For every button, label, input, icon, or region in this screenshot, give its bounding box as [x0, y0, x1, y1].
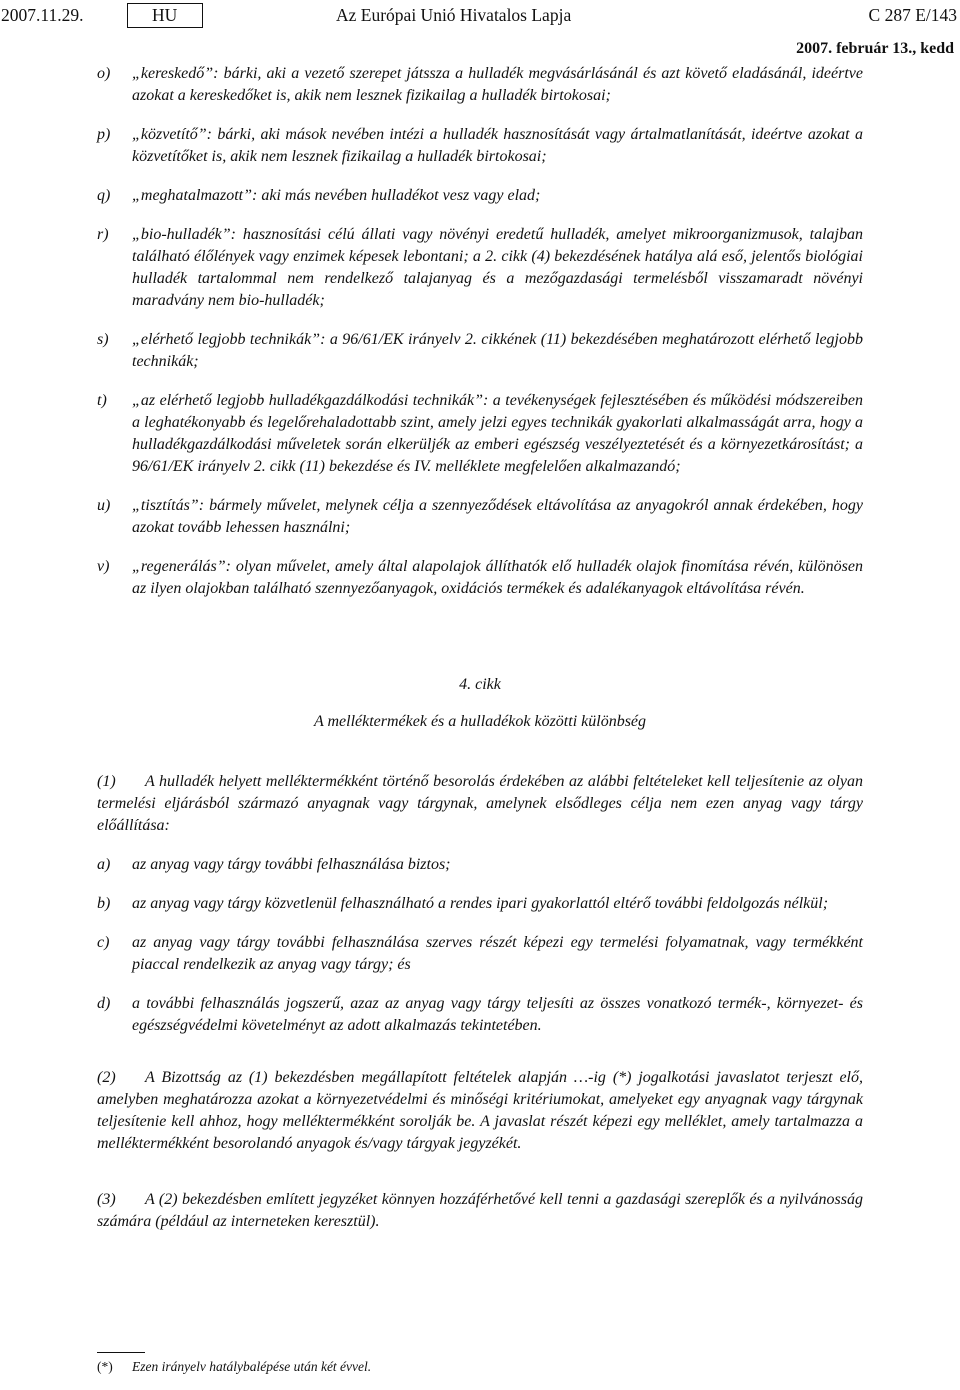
item-label: q): [97, 187, 111, 204]
item-label: c): [97, 934, 110, 951]
item-text: az anyag vagy tárgy közvetlenül felhasználható a rendes ipari gyakorlattól eltérő további feldolgozás nélkül;: [132, 895, 829, 912]
item-label: t): [97, 392, 107, 409]
paragraph-text: A (2) bekezdésben említett jegyzéket könnyen hozzáférhetővé kell tenni a gazdasági szereplők és a nyilvánosság számára (például az interneteken keresztül).: [97, 1191, 863, 1230]
publication-date: 2007.11.29.: [1, 5, 84, 25]
paragraph-number: (1): [97, 773, 116, 790]
definition-item: [97, 329, 863, 373]
condition-item: [97, 993, 863, 1037]
article-number: 4. cikk: [459, 676, 501, 693]
item-label: s): [97, 331, 109, 348]
language-code-box: HU: [127, 3, 203, 28]
item-label: r): [97, 226, 109, 243]
item-text: „elérhető legjobb technikák”: a 96/61/EK irányelv 2. cikkének (11) bekezdésében meghatározott elérhető legjobb technikák;: [132, 331, 863, 370]
paragraph-number: (3): [97, 1191, 116, 1208]
item-label: a): [97, 856, 111, 873]
item-text: az anyag vagy tárgy további felhasználása szerves részét képezi egy termelési folyamatnak, vagy termékként piaccal rendelkezik az anyag vagy tárgy; és: [132, 934, 863, 973]
item-text: „meghatalmazott”: aki más nevében hulladékot vesz vagy elad;: [132, 187, 541, 204]
item-text: „bio-hulladék”: hasznosítási célú állati vagy növényi eredetű hulladék, amelyet mikroorganizmusok, talajban található élőlények vagy enzimek képesek lebontani; a 2. cikk (4) bekezdésének hatálya alá eső, jelentős biológiai hulladék tartalommal nem rendelkező talajanyag és a mezőgazdasági termelésből visszamaradt növényi maradvány nem bio-hulladék;: [132, 226, 863, 309]
definition-item: [97, 185, 863, 207]
footnote-marker: (*): [97, 1359, 113, 1374]
item-label: v): [97, 558, 110, 575]
page-reference: C 287 E/143: [868, 5, 957, 25]
section-spacer: [97, 617, 863, 674]
definition-item: [97, 495, 863, 539]
paragraph-3: [97, 1189, 863, 1233]
paragraph-number: (2): [97, 1069, 116, 1086]
article-title: A melléktermékek és a hulladékok közötti különbség: [313, 713, 647, 730]
item-text: „tisztítás”: bármely művelet, melynek célja a szennyeződések eltávolítása az anyagokról annak érdekében, hogy azokat tovább lehessen használni;: [132, 497, 863, 536]
paragraph-1: [97, 771, 863, 837]
item-text: „kereskedő”: bárki, aki a vezető szerepet játssza a hulladék megvásárlásánál és azt követő eladásánál, ideértve azokat a kereskedőket is, akik nem lesznek fizikailag a hulladék birtokosai;: [132, 65, 863, 104]
definition-item: [97, 124, 863, 168]
condition-item: [97, 893, 863, 915]
paragraph-text: A hulladék helyett melléktermékként történő besorolás érdekében az alábbi feltételeket kell teljesítenie az olyan termelési eljárásból származó anyagnak vagy tárgynak, amelynek elsődleges célja nem ezen anyag vagy tárgy előállítása:: [97, 773, 863, 834]
definition-item: [97, 224, 863, 312]
session-date: 2007. február 13., kedd: [796, 40, 954, 57]
footnote-text: Ezen irányelv hatálybalépése után két évvel.: [132, 1359, 372, 1374]
item-text: „regenerálás”: olyan művelet, amely által alapolajok állíthatók elő hulladék olajok finomítása révén, különösen az ilyen olajokban található szennyezőanyagok, oxidációs termékek és adalékanyagok eltávolítása révén.: [132, 558, 863, 597]
definition-item: [97, 63, 863, 107]
item-label: u): [97, 497, 111, 514]
condition-item: [97, 854, 863, 876]
paragraph-2: [97, 1067, 863, 1155]
item-label: o): [97, 65, 111, 82]
item-text: a további felhasználás jogszerű, azaz az anyag vagy tárgy teljesíti az összes vonatkozó termék-, környezet- és egészségvédelmi követelményt az adott alkalmazás tekintetében.: [132, 995, 863, 1034]
footnote: [97, 1352, 863, 1375]
page-header: [0, 2, 960, 28]
item-text: „az elérhető legjobb hulladékgazdálkodási technikák”: a tevékenységek fejlesztésében és működési módszereiben a leghatékonyabb és legelőrehaladottabb szint, amely jelzi egyes technikák gyakorlati alkalmasságát arra, hogy a hulladékgazdálkodási műveletek során elkerüljék az emberi egészség veszélyeztetését és a környezetkárosítást; a 96/61/EK irányelv 2. cikk (11) bekezdése és IV. melléklete megfelelően alkalmazandó;: [132, 392, 863, 475]
paragraph-text: A Bizottság az (1) bekezdésben megállapított feltételek alapján …-ig (*) jogalkotási javaslatot terjeszt elő, amelyben meghatározza azokat a környezetvédelmi és minőségi kritériumokat, amelyeket egy anyagnak vagy tárgynak teljesítenie kell ahhoz, hogy melléktermékként sorolják be. A javaslat részét képezi egy melléklet, amely tartalmazza a melléktermékként besorolandó anyagok és/vagy tárgyak jegyzékét.: [97, 1069, 863, 1152]
journal-title: Az Európai Unió Hivatalos Lapja: [336, 5, 572, 25]
definition-item: [97, 556, 863, 600]
condition-item: [97, 932, 863, 976]
item-label: p): [97, 126, 111, 143]
document-body: [97, 63, 863, 1250]
footnote-rule: [97, 1352, 145, 1353]
definition-item: [97, 390, 863, 478]
item-label: b): [97, 895, 111, 912]
item-text: az anyag vagy tárgy további felhasználása biztos;: [132, 856, 451, 873]
item-label: d): [97, 995, 111, 1012]
item-text: „közvetítő”: bárki, aki mások nevében intézi a hulladék hasznosítását vagy ártalmatlanítását, ideértve azokat a közvetítőket is, akik nem lesznek fizikailag a hulladék birtokosai;: [132, 126, 863, 165]
